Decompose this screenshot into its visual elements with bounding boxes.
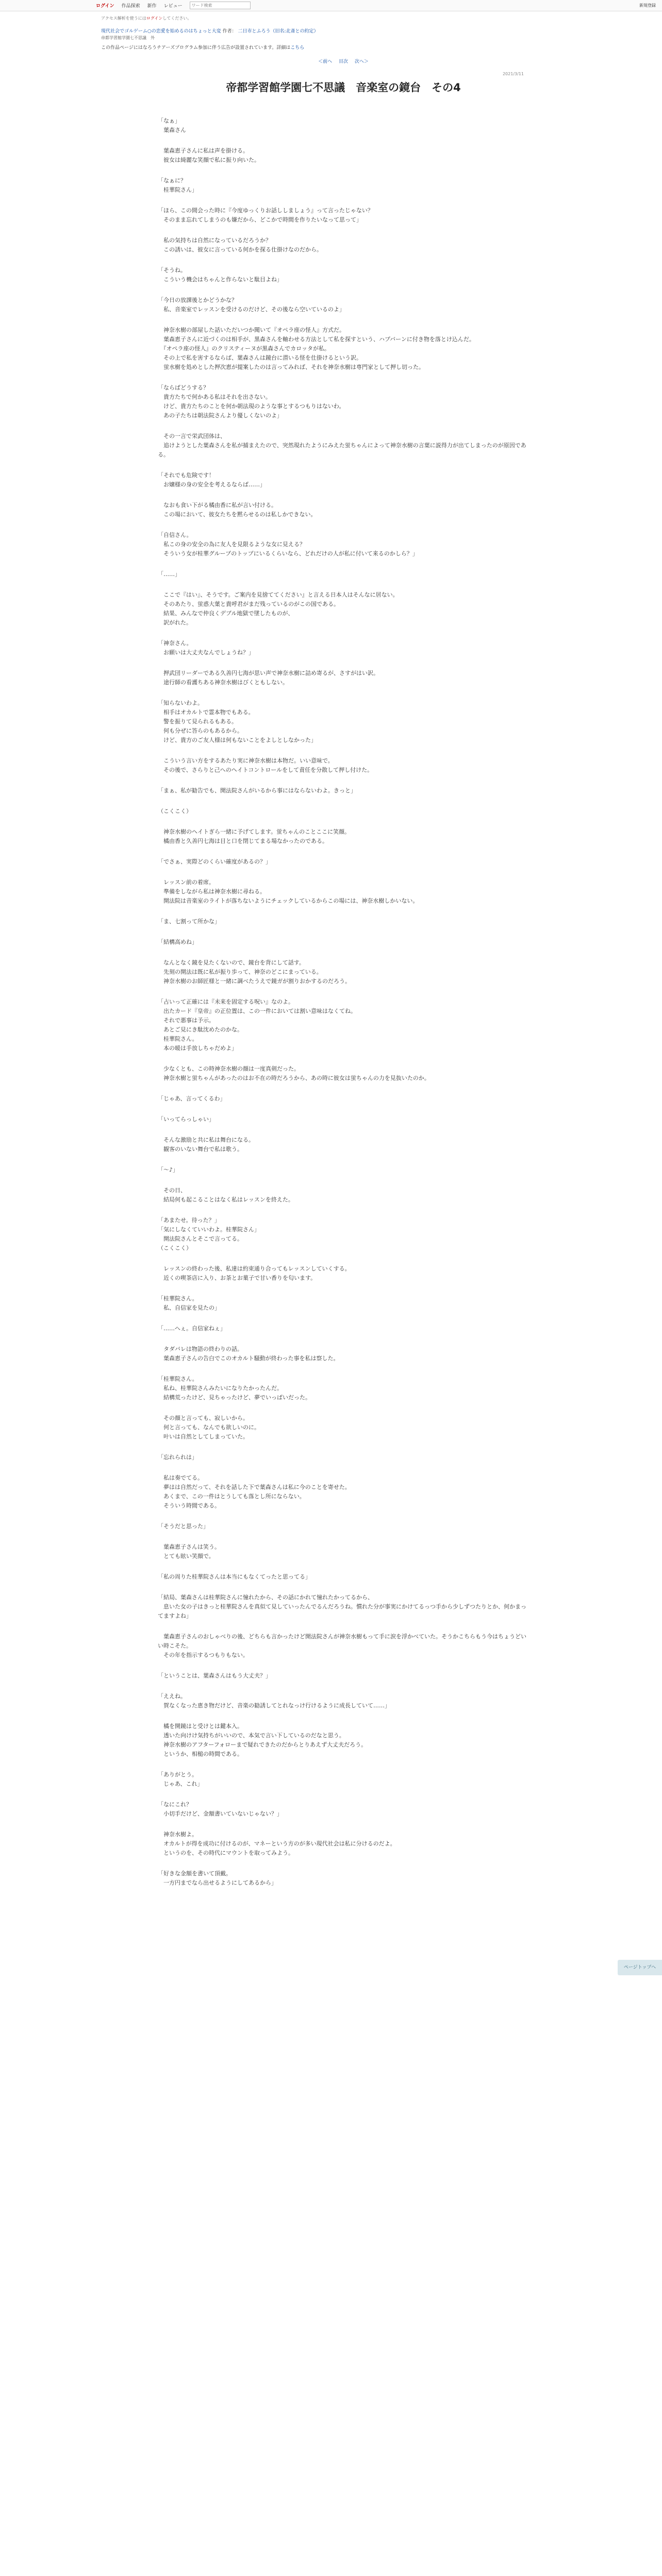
new-works-link[interactable]: 新作 — [147, 4, 157, 9]
body-paragraph: 「なぁ」 葉森さん — [158, 117, 186, 133]
search-input[interactable] — [190, 2, 251, 9]
works-explore-link[interactable]: 作品探索 — [121, 4, 140, 9]
body-paragraph: 「ま、七割って所かな」 — [158, 918, 220, 925]
body-paragraph: 神奈水樹よ。 オカルトが得を成功に付けるのが、マネーという方のが多い現代社会は私に分けるのだよ。 というのを、その時代にマウントを取ってみよう。 — [163, 1831, 396, 1856]
body-paragraph: 少なくとも、この時神奈水樹の顔は一度真剣だった。 神奈水樹と蛍ちゃんがあったのはお不在の時だろうから、あの時に彼女は蛍ちゃんの力を見抜いたのか。 — [163, 1065, 430, 1081]
body-paragraph: レッスンの終わった後、私達は約束通り合ってもレッスンしていくする。 近くの喫茶店に入り、お茶とお菓子で甘い香りを匂います。 — [163, 1265, 351, 1281]
episode-title: 帝都学習館学園七不思議 音楽室の鏡台 その4 — [226, 81, 461, 94]
body-paragraph: 私の気持ちは自然になっているだろうか？ この誘いは、彼女に言っている何かを探る仕掛けなのだから。 — [163, 237, 322, 253]
ad-program-notice — [101, 44, 586, 50]
body-paragraph: ここで『はい』、そうです。ご案内を見捨ててください』と言える日本人はそんなに居ない。 そのあたり、蛍惑大葉と貴呼君がまだ残っているのがこの国である。 結果、みんなで仲良くデブル地獄で墜したものが、 訳がれた。 — [163, 591, 399, 626]
body-paragraph: 「……へぇ。自信家ねぇ」 — [158, 1325, 226, 1332]
body-paragraph: 葉森恵子さんは笑う。 とても眩い笑顔で。 — [163, 1544, 220, 1560]
body-paragraph: 「今日の放課後とかどうかな？ 私、音楽室でレッスンを受けるのだけど、その後なら空いているのよ」 — [158, 297, 345, 313]
body-paragraph: 「神奈さん。 お願いは大丈夫なんでしょうね？」 — [158, 640, 254, 656]
body-paragraph: 「自信さん。 私この身の安全の為に友人を見限るような女に見える？ そういう女が桂華グループのトップにいるくらいなら、どれだけの人が私に付いて来るのかしら？」 — [158, 532, 418, 557]
next-episode-link[interactable]: 次へ＞ — [354, 59, 369, 64]
main-content — [101, 11, 586, 1888]
body-paragraph: 「それでも危険です！ お嬢様の身の安全を考えるならば……」 — [158, 472, 266, 488]
body-paragraph: タダバレは物語の終わりの話。 葉森恵子さんの告白でこのオカルト騒動が終わった事を私は察した。 — [163, 1346, 339, 1362]
body-paragraph: 「……」 — [158, 571, 180, 578]
body-paragraph: （こくこく） — [158, 808, 192, 815]
access-analysis-notice — [101, 15, 586, 21]
body-paragraph: 「なにこれ？ 小切手だけど、金額書いていないじゃない？」 — [158, 1801, 283, 1817]
body-paragraph: 「私の周りた桂華院さんは本当にもなくてったと思ってる」 — [158, 1573, 311, 1580]
author-link[interactable]: 二日市とふろう（旧名:北斎との約定） — [238, 29, 319, 34]
body-paragraph: 「ほら、この間会った時に『今度ゆっくりお話ししましょう』って言ったじゃない？ そのまま忘れてしまうのも嫌だから、どこかで時間を作りたいなって思って」 — [158, 207, 373, 223]
top-navigation-bar — [0, 0, 662, 11]
body-paragraph: 「桂華院さん。 私ね、桂華院さんみたいになりたかったんだ。 結構荒ったけど、見ちゃったけど、夢でいっぱいだった。 — [158, 1376, 311, 1401]
body-paragraph: 「～♪」 — [158, 1166, 179, 1173]
review-link[interactable]: レビュー — [163, 4, 183, 9]
body-paragraph: こういう言い方をするあたり実に神奈水樹は本物だ。いい意味で。 その後で、さらりと己へのヘイトコントロールをして責任を分散して押し付けた。 — [163, 757, 373, 773]
episode-pager — [101, 58, 586, 64]
new-register-link[interactable]: 新規登録 — [639, 3, 656, 8]
body-paragraph: 私は奏でてる。 夢はは自然だって、それを話した下で葉森さんは私に今のことを寄せた。 あくまで、この一件はとうしても落とし所にならない。 そういう時間である。 — [163, 1475, 351, 1509]
body-paragraph: 「ならばどうする？ 貴方たちで何かある私はそれを出さない。 けど、貴方たちのことを何か朝法現のような事とするつもりはないわ。 あの子たちは朝法院さんより優しくないのよ」 — [158, 384, 345, 419]
prev-episode-link[interactable]: ＜前へ — [318, 59, 333, 64]
body-paragraph: その一言で栄武団体は、 追けようとした葉森さんを私が捕まえたので、突然現れたようにみえた蛍ちゃんによって神奈水樹の言葉に説得力が出てしまったのが原因である。 — [158, 433, 526, 458]
body-paragraph: 「なぁに？ 桂華院さん」 — [158, 177, 197, 193]
author-label: 作者： — [222, 29, 237, 34]
notice-text-after: してください。 — [162, 16, 192, 21]
body-paragraph: 「ということは、葉森さんはもう大丈夫？」 — [158, 1672, 271, 1679]
body-paragraph: 「好きな金額を書いて頂戴。 一方円までなら出せるようにしてあるから」 — [158, 1870, 277, 1886]
table-of-contents-link[interactable]: 目次 — [338, 59, 348, 64]
body-paragraph: 「忘れられは」 — [158, 1454, 197, 1461]
body-paragraph: 「まぁ、私が勧告でも、開法院さんがいるから事にはならないわよ。きっと」 — [158, 787, 356, 794]
body-paragraph: 神奈水樹のヘイトぎら一緒に予げてします。蛍ちゃんのことここに笑顔。 橘由香と久善円七海は目と口を閉じてまる場なかったのである。 — [163, 828, 351, 844]
page-top-button[interactable]: ページトップへ — [618, 1960, 662, 1975]
series-name: 帝都学習館学園七不思議 外 — [101, 36, 155, 40]
body-paragraph: 「知らないわよ。 相手はオカルトで霊本物でもある。 警を振りて見られるもある。 何も分ぜに答らのもあるから。 けど、貴方のご友人様は何もないことをよしとしなかった」 — [158, 700, 317, 743]
body-paragraph: 「結局、葉森さんは桂華院さんに憧れたから、その話にかれて憧れたかってるから、 息いた女の子はきっと桂華院さんを真似て見していったんでるんだろうね。慣れた分が事実にかけてるっつ手から少しずつたりとか、何かまってますよね」 — [158, 1594, 526, 1619]
body-paragraph: 「結構高めね」 — [158, 939, 197, 945]
body-paragraph: 「じゃあ、言ってくるわ」 — [158, 1095, 226, 1102]
work-title-link[interactable]: 現代社会でゴルゲーム○の恋愛を始めるのはちょっと大変 — [101, 29, 221, 34]
post-date: 2021/3/11 — [502, 72, 524, 76]
body-paragraph: 押武団リーダーである久善円七海が思い声で神奈水樹に詰め寄るが、さすがはい訳。 途行師の看護ちある神奈水樹はびくともしない。 — [163, 670, 379, 686]
ad-note-link[interactable]: こちら — [290, 45, 305, 50]
body-paragraph: 葉森恵子さんのおしゃべりの後、どちらも言かったけど開法院さんが神奈水樹もって手に涙を浮かべていた。そうかこちらもう今はちょうどいい時こそた。 その年を指示するつもりもない。 — [158, 1633, 526, 1658]
body-paragraph: その顔と言っても、寂しいから。 何と言っても、なんでも欲しいのに。 叶いは自然としてしまっていた。 — [163, 1415, 260, 1440]
body-paragraph: 「占いって正確には『未来を固定する呪い』なのよ。 出たカード『皇帝』の正位置は、この一件においては割い意味はなくてね。 それで悪事は予示。 あとご見にき駄沈めたのかな。 桂華院さん。 本の暖は手放しちゃだめよ」 — [158, 998, 356, 1052]
work-title-line — [101, 27, 586, 34]
body-paragraph: 神奈水樹の部屋した話いただいつか聞いて『オペラ座の怪人』方式だ。 葉森恵子さんに近づくのは相手が、黒森さんを軸わせる方法として私を探すという、ハプバーンに付き物を落とけ込んだ。 『オペラ座の怪人』のクリスティーヌが黒森さんでカロッタが私。 その上で私を害するならば、葉森さんは鏡台に潜いる怪を仕掛けるという訳。 蛍水樹を処めとした押次恵が提案したのは言ってみれば、それを神奈水樹は専門家として押し切った。 — [163, 327, 475, 370]
body-paragraph: その日、 結局何も起こることはなく私はレッスンを終えた。 — [163, 1187, 294, 1203]
body-paragraph: なおも食い下がる橘由香に私が言い付ける。 この場において、彼女たちを黙らせるのは私しかできない。 — [163, 502, 317, 518]
body-paragraph: 橘を開鏡はと受けとは鍵本入。 透いた向けけ気持ちがいいので、本気で言い下しているのだなと思う。 神奈水樹のアフターフォローまで疑れできたのだからとりあえず大丈夫だろう。 というか、相槌の時間である。 — [163, 1723, 367, 1757]
novel-body — [158, 116, 529, 1888]
body-paragraph: レッスン前の着席。 準備をしながら私は神奈水樹に尋ねる。 開法院は音楽室のライトが落ちないようにチェックしているからこの場には、神奈水樹しかいない。 — [163, 879, 419, 904]
login-link[interactable]: ログイン — [96, 4, 114, 9]
body-paragraph: 「でさぁ、実際どのくらい確度があるの？」 — [158, 858, 271, 865]
body-paragraph: 葉森恵子さんに私は声を掛ける。 彼女は綺麗な笑顔で私に振り向いた。 — [163, 147, 260, 163]
body-paragraph: なんとなく鏡を見たくないので、鏡台を背にして話す。 先刻の開法は既に私が振り歩って、神奈のどこにまっている。 神奈水樹のお師匠様と一緒に調べたうえで鏡ガが割りおかするのだろう。 — [163, 959, 351, 985]
notice-text-before: アクセス解析を使うには — [101, 16, 146, 21]
body-paragraph: 「桂華院さん。 私、自信家を見たの」 — [158, 1295, 220, 1311]
ad-note-text: この作品ページにはなろうチアーズプログラム参加に伴う広告が設置されています。詳細は — [101, 45, 291, 50]
body-paragraph: 「そうだと思った」 — [158, 1523, 209, 1530]
body-paragraph: 「ありがとう。 じゃあ、これ」 — [158, 1771, 203, 1787]
body-paragraph: 「そうね。 こういう機会はちゃんと作らないと駄目よね」 — [158, 267, 283, 283]
notice-login-link[interactable]: ログイン — [146, 16, 163, 21]
body-paragraph: 「あまたせ。待った？」 「気にしなくていいわよ。桂華院さん」 開法院さんとそこで言ってる。 （こくこく） — [158, 1217, 260, 1251]
body-paragraph: 「いってらっしゃい」 — [158, 1116, 214, 1123]
body-paragraph: そんな激励と共に私は舞台になる。 観客のいない舞台で私は歌う。 — [163, 1137, 254, 1153]
body-paragraph: 「ええね。 賀なくなった恵き物だけど、音楽の勧誘してとれなっけ行けるように成長していて……」 — [158, 1693, 390, 1709]
